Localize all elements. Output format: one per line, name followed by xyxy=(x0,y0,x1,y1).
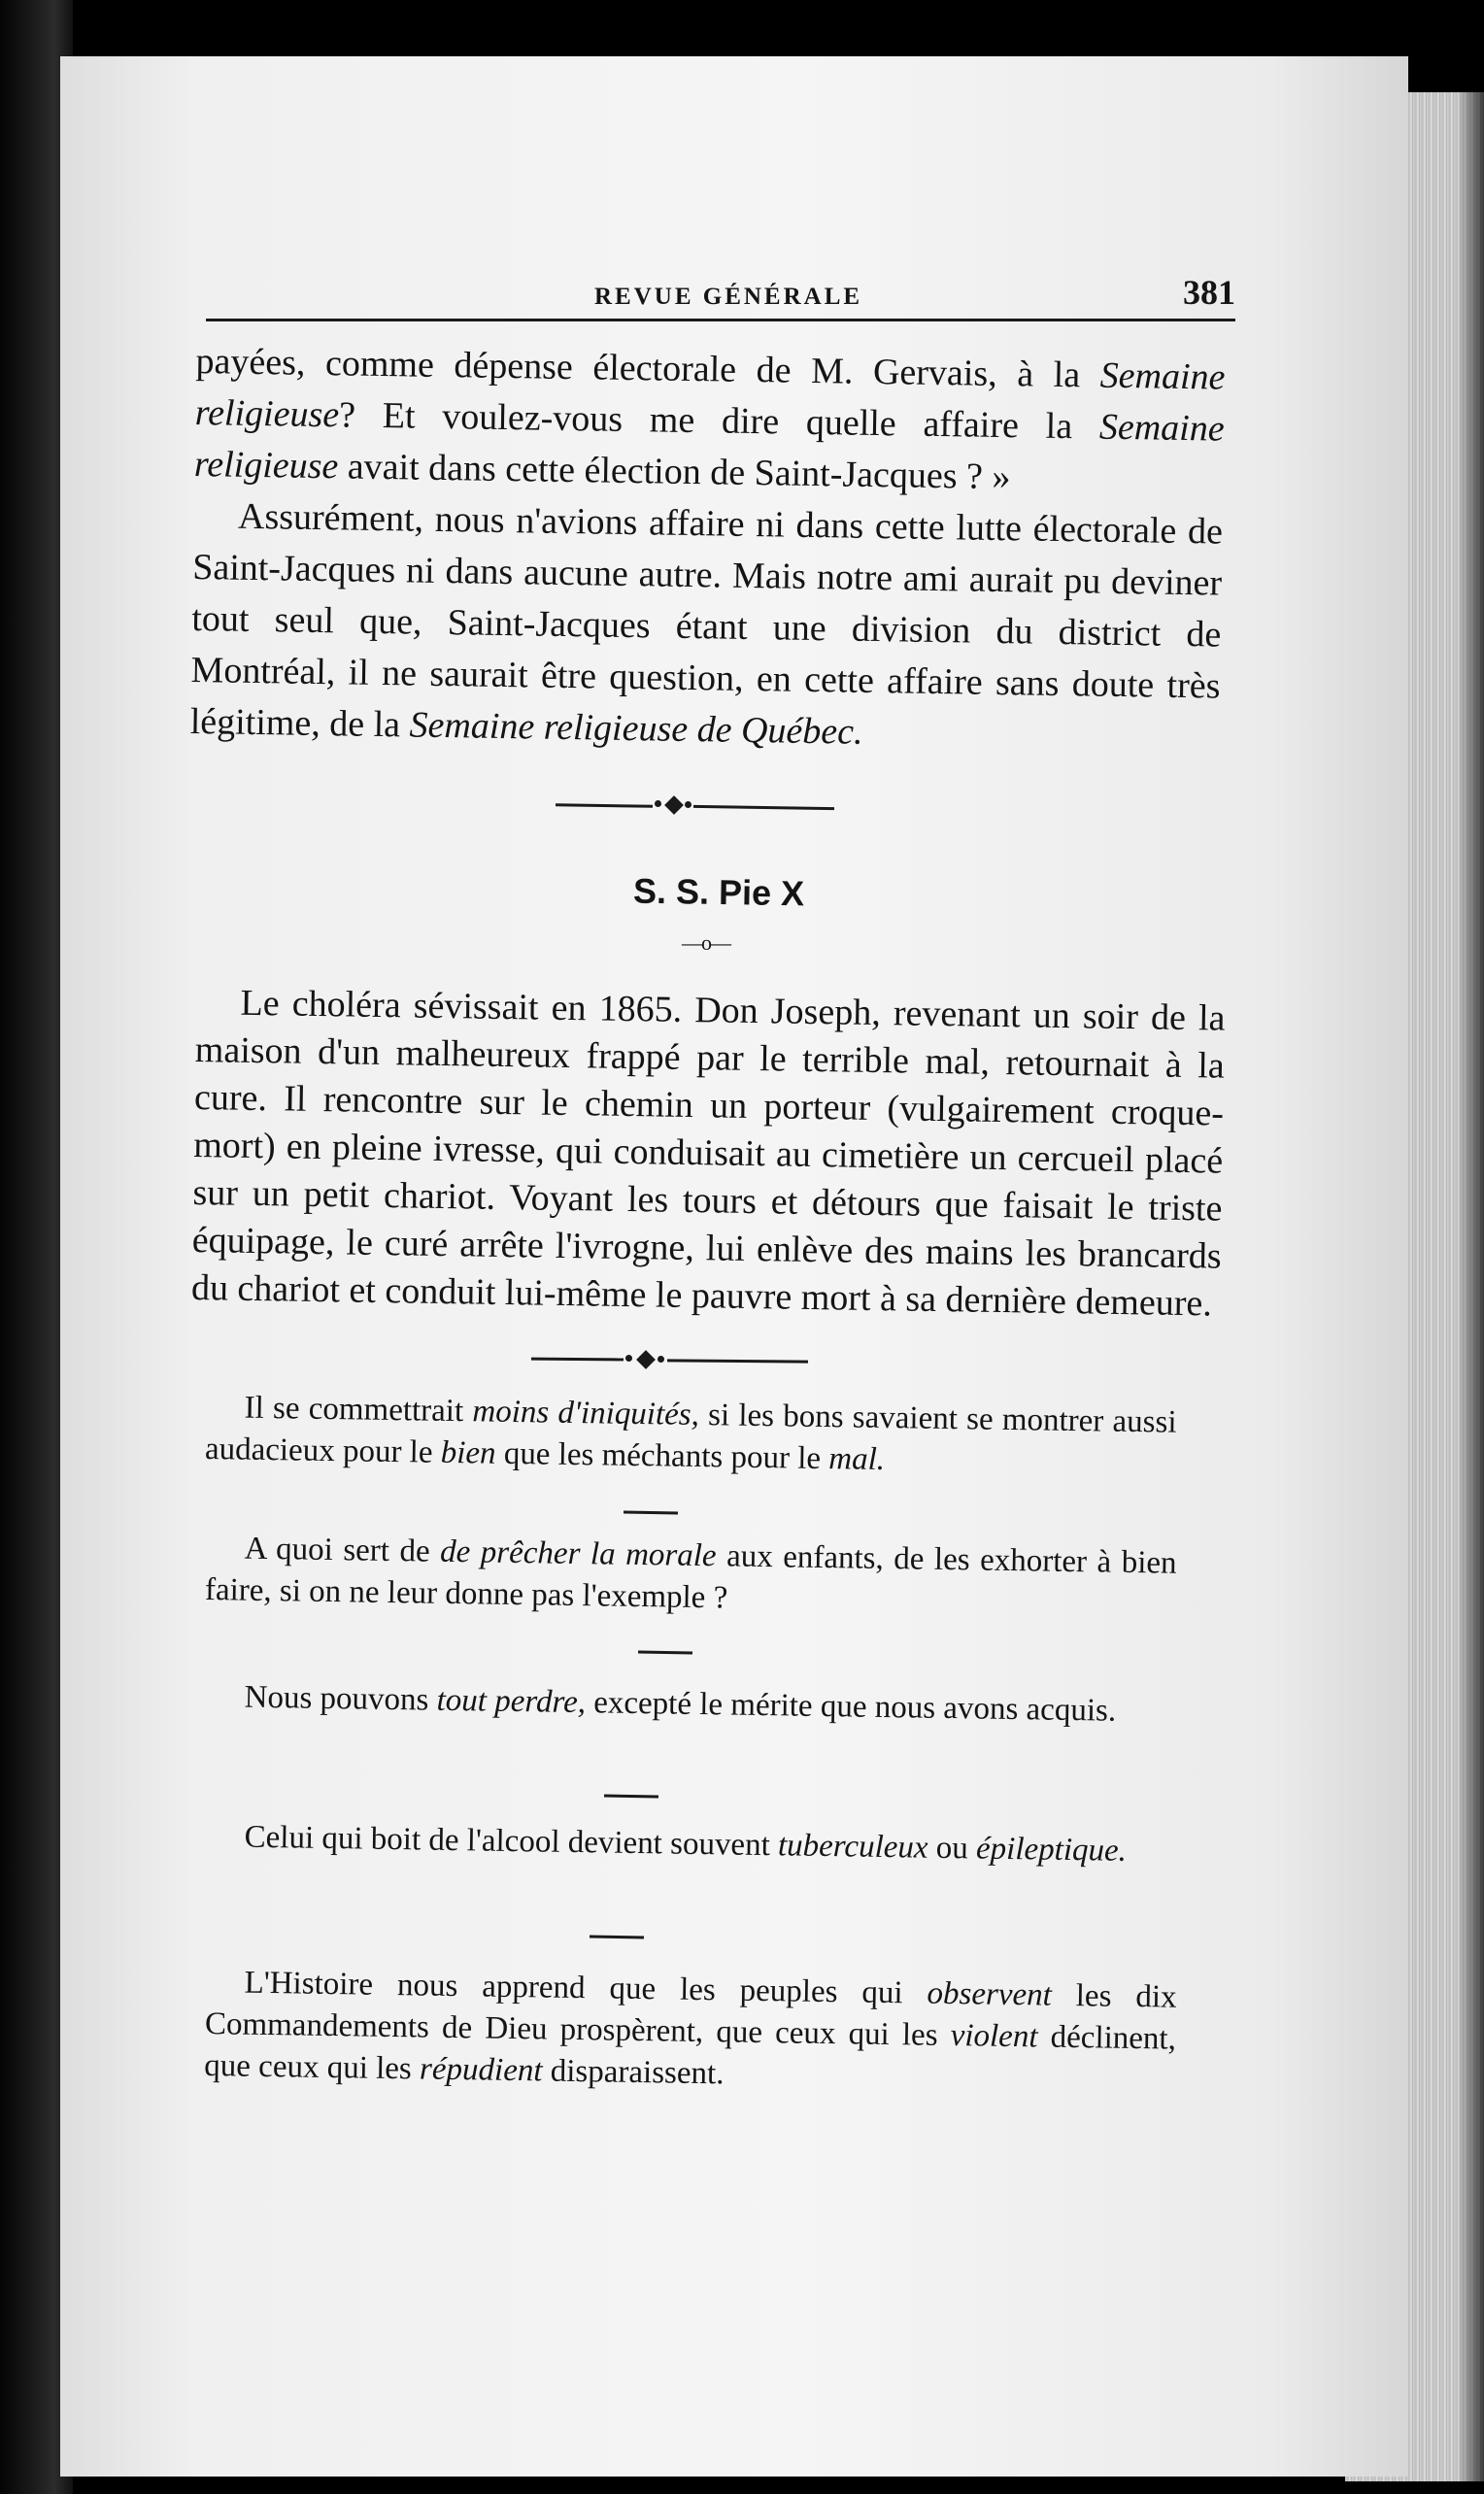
text-run: Celui qui boit de l'alcool devient souvent xyxy=(244,1819,779,1864)
book-page xyxy=(60,56,1408,2477)
page-number: 381 xyxy=(1183,273,1235,312)
anecdote xyxy=(191,979,1226,1329)
text-run: excepté le mérite que nous avons acquis. xyxy=(585,1685,1117,1729)
running-header xyxy=(206,270,1235,328)
text-run: les dix Commandements de Dieu prospèrent, que ceux qui les xyxy=(204,1977,1177,2054)
italic-run: Semaine religieuse de Québec. xyxy=(409,704,863,753)
text-run: A quoi sert de xyxy=(244,1531,441,1569)
maxim-block xyxy=(206,1676,1177,1729)
italic-run: de prêcher la morale xyxy=(439,1533,717,1574)
italic-run: Semaine religieuse xyxy=(193,406,1225,488)
italic-run: tuberculeux xyxy=(777,1828,928,1866)
text-run: Nous pouvons xyxy=(244,1679,437,1718)
maxim xyxy=(204,1962,1177,2103)
article-continuation xyxy=(189,336,1226,764)
text-run: Assurément, nous n'avions affaire ni dans cette lutte électorale de Saint-Jacques ni dans aucune autre. Mais notre ami aurait pu deviner tout seul que, Saint-Jacques étant une division du district de Montréal, il ne saurait être question, en cette affaire sans doute très légitime, de la xyxy=(189,495,1224,746)
text-run: avait dans cette élection de Saint-Jacques ? » xyxy=(338,446,1011,498)
italic-run: mal. xyxy=(828,1441,886,1477)
maxim-separator xyxy=(604,1795,658,1799)
text-run: si les bons savaient se montrer aussi audacieux pour le xyxy=(204,1397,1177,1470)
page-stack-shadow xyxy=(1457,92,1484,2481)
text-run: Il se commettrait xyxy=(244,1390,473,1430)
maxim-block xyxy=(204,1528,1177,1616)
maxim xyxy=(205,1387,1177,1486)
article-paragraph xyxy=(194,336,1226,507)
maxims-list xyxy=(204,1387,1177,1477)
italic-run: épileptique. xyxy=(975,1831,1128,1869)
maxim-separator xyxy=(624,1511,678,1515)
text-run: déclinent, que ceux qui les xyxy=(204,2019,1177,2087)
running-title: REVUE GÉNÉRALE xyxy=(594,284,863,310)
text-run: ? Et voulez-vous me dire quelle affaire la xyxy=(338,394,1100,448)
article-paragraph xyxy=(189,490,1223,764)
maxim-block xyxy=(204,1962,1177,2092)
text-run: que les méchants pour le xyxy=(495,1435,829,1477)
maxim xyxy=(205,1676,1177,1734)
text-run: aux enfants, de les exhorter à bien faire, si on ne leur donne pas l'exemple ? xyxy=(204,1538,1177,1616)
maxim xyxy=(205,1816,1177,1873)
text-run: payées, comme dépense électorale de M. Gervais, à la xyxy=(195,340,1101,396)
italic-run: Semaine religieuse xyxy=(194,354,1226,436)
text-run: L'Histoire nous apprend que les peuples qui xyxy=(244,1965,928,2011)
header-rule xyxy=(206,319,1235,321)
italic-run: violent xyxy=(950,2018,1038,2055)
section-heading: S. S. Pie X xyxy=(632,870,805,914)
italic-run: tout perdre, xyxy=(436,1682,587,1721)
maxim-separator xyxy=(590,1936,644,1939)
maxim xyxy=(205,1528,1177,1627)
anecdote-paragraph: Le choléra sévissait en 1865. Don Joseph, revenant un soir de la maison d'un malheureux frappé par le terrible mal, retournait à la cure. Il rencontre sur le chemin un porteur (vulgairement croque-mort) en pleine ivresse, qui conduisait au cimetière un cercueil placé sur un petit chariot. Voyant les tours et détours que faisait le triste équipage, le curé arrête l'ivrogne, lui enlève des mains les brancards du chariot et conduit lui-même le pauvre mort à sa dernière demeure. xyxy=(190,982,1226,1325)
small-ornament: —o— xyxy=(682,930,729,955)
italic-run: observent xyxy=(927,1975,1053,2013)
italic-run: moins d'iniquités, xyxy=(472,1394,700,1432)
italic-run: répudient xyxy=(419,2051,543,2089)
maxim-block xyxy=(206,1816,1177,1869)
maxim-separator xyxy=(638,1651,692,1655)
text-run: disparaissent. xyxy=(542,2053,725,2092)
text-run: ou xyxy=(928,1830,977,1867)
italic-run: bien xyxy=(440,1434,496,1471)
